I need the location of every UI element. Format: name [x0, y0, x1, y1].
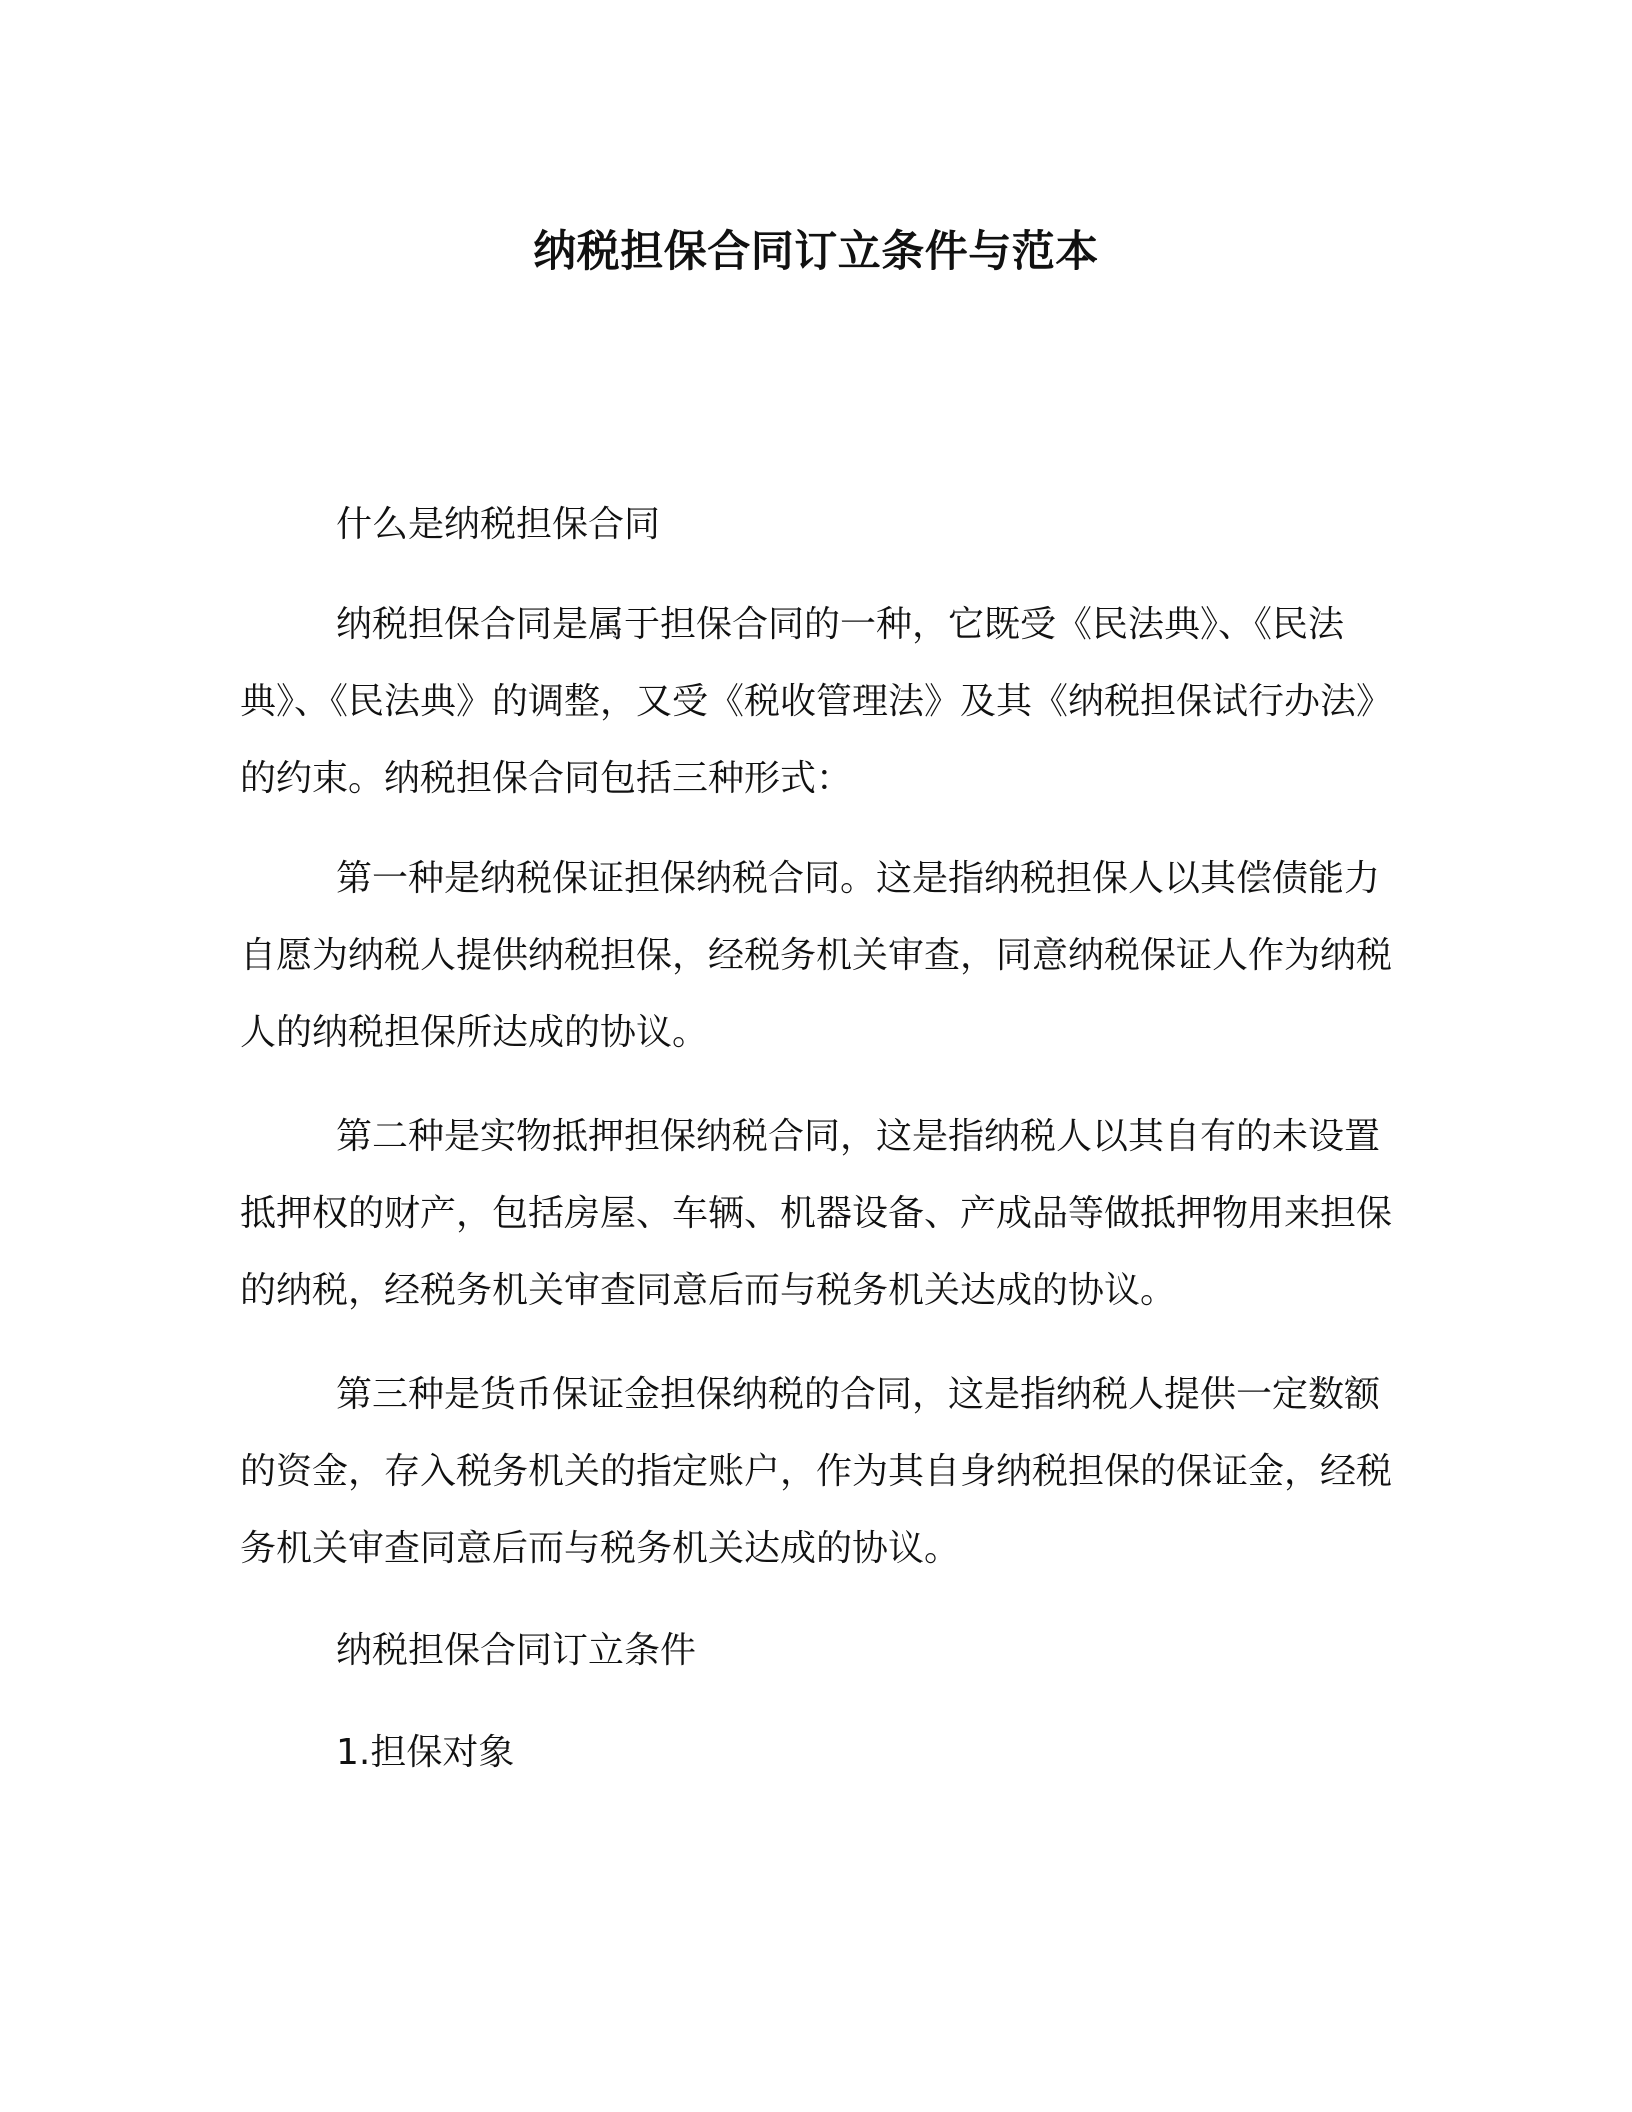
paragraph-type-one: 第一种是纳税保证担保纳税合同。这是指纳税担保人以其偿债能力自愿为纳税人提供纳税担保，经税务机关审查，同意纳税保证人作为纳税人的纳税担保所达成的协议。: [240, 858, 1393, 1053]
section-heading-conditions: 纳税担保合同订立条件: [336, 1630, 697, 1671]
subsection-heading-guarantee-object: 1.担保对象: [336, 1732, 515, 1773]
paragraph-type-two: 第二种是实物抵押担保纳税合同，这是指纳税人以其自有的未设置抵押权的财产，包括房屋、车辆、机器设备、产成品等做抵押物用来担保的纳税，经税务机关审查同意后而与税务机关达成的协议。: [240, 1116, 1393, 1311]
paragraph-intro: 纳税担保合同是属于担保合同的一种，它既受《民法典》、《民法典》、《民法典》的调整，又受《税收管理法》及其《纳税担保试行办法》的约束。纳税担保合同包括三种形式：: [240, 604, 1393, 799]
section-heading-what-is: 什么是纳税担保合同: [336, 504, 661, 545]
document-title: 纳税担保合同订立条件与范本: [533, 227, 1099, 277]
paragraph-type-three: 第三种是货币保证金担保纳税的合同，这是指纳税人提供一定数额的资金，存入税务机关的指定账户，作为其自身纳税担保的保证金，经税务机关审查同意后而与税务机关达成的协议。: [240, 1374, 1393, 1569]
